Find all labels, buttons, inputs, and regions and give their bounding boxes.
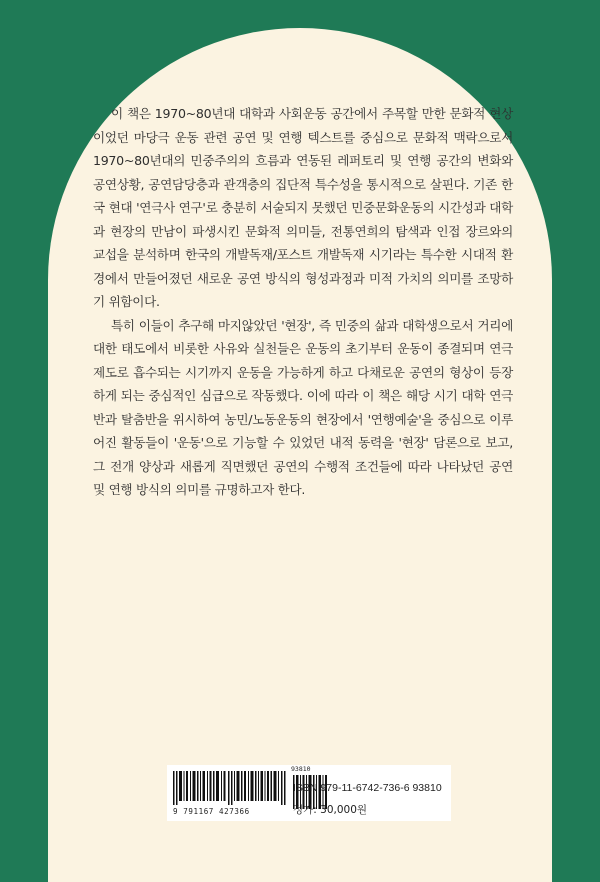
isbn-barcode: [173, 771, 287, 805]
back-cover-blurb: [93, 102, 513, 502]
blurb-paragraph-2: 특히 이들이 추구해 마지않았던 '현장', 즉 민중의 삶과 대학생으로서 거리에 대한 태도에서 비롯한 사유와 실천들은 운동의 초기부터 운동이 종결되며 연극 제도로 흡수되는 시기까지 운동을 가능하게 하고 다채로운 공연의 형상이 등장하게 되는 중심적인 심급으로 작동했다. 이에 따라 이 책은 해당 시기 대학 연극반과 탈춤반을 위시하여 농민/노동운동의 현장에서 '연행예술'을 중심으로 이루어진 활동들이 '운동'으로 기능할 수 있었던 내적 동력을 '현장' 담론으로 보고, 그 전개 양상과 새롭게 직면했던 공연의 수행적 조건들에 따라 나타났던 공연 및 연행 방식의 의미를 규명하고자 한다.: [93, 317, 513, 497]
price-text: 정가: 30,000원: [293, 804, 368, 816]
barcode-digits: 9 791167 427366: [173, 807, 250, 816]
addon-digits: 93810: [291, 765, 311, 773]
blurb-paragraph-1: 이 책은 1970~80년대 대학과 사회운동 공간에서 주목할 만한 문화적 현상이었던 마당극 운동 관련 공연 및 연행 텍스트를 중심으로 문화적 맥락으로서 1970~80년대의 민중주의의 흐름과 연동된 레퍼토리 및 연행 공간의 변화와 공연상황, 공연담당층과 관객층의 집단적 특수성을 통시적으로 살핀다. 기존 한국 현대 '연극사 연구'로 충분히 서술되지 못했던 민중문화운동의 시간성과 대학과 현장의 만남이 파생시킨 문화적 의미들, 전통연희의 탐색과 인접 장르와의 교섭을 분석하며 한국의 개발독재/포스트 개발독재 시기라는 특수한 시대적 환경에서 만들어졌던 새로운 공연 방식의 형성과정과 미적 가치의 의미를 조망하기 위함이다.: [93, 106, 513, 309]
isbn-text: ISBN 979-11-6742-736-6 93810: [293, 782, 442, 794]
